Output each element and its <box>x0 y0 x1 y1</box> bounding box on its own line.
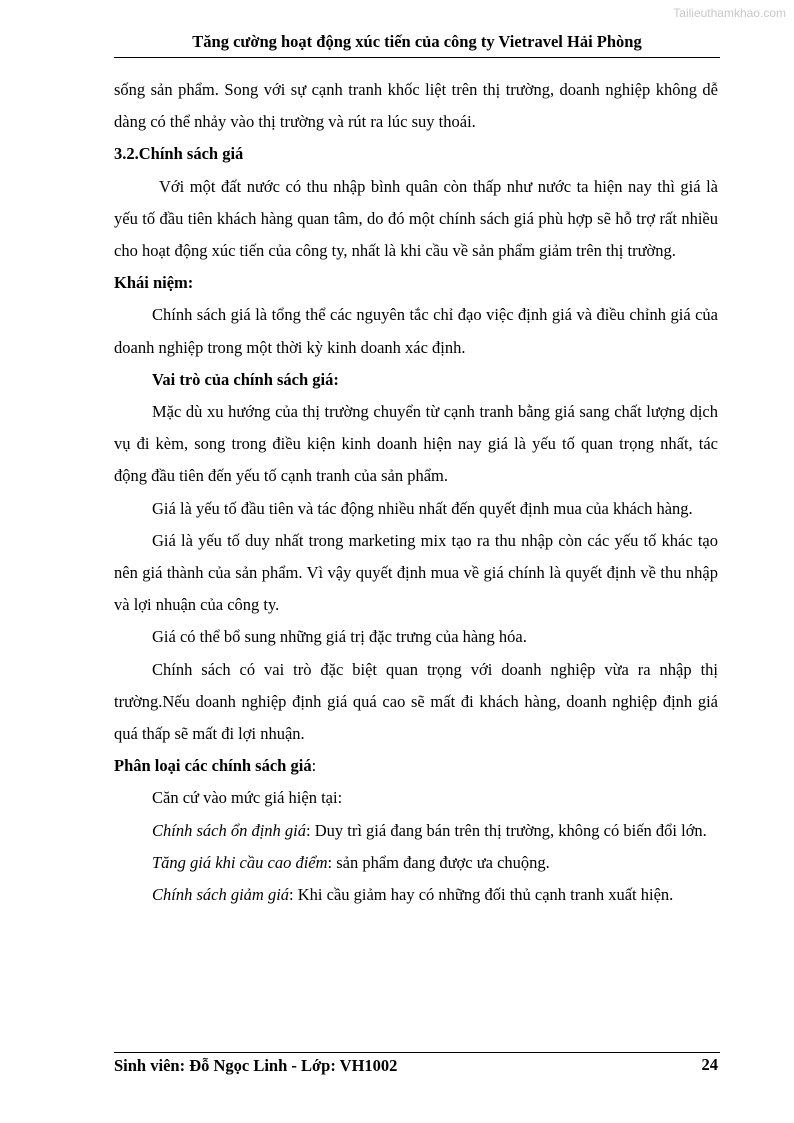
paragraph-basis: Căn cứ vào mức giá hiện tại: <box>152 788 343 808</box>
classify-heading: Phân loại các chính sách giá <box>114 756 312 776</box>
document-body <box>114 74 718 911</box>
paragraph-price-decrease <box>114 879 718 911</box>
paragraph-stable-price <box>114 815 718 847</box>
paragraph-continuation: sống sản phẩm. Song với sự cạnh tranh khốc liệt trên thị trường, doanh nghiệp không dễ dàng có thể nhảy vào thị trường và rút ra lúc suy thoái. <box>114 80 718 132</box>
paragraph-price-increase <box>114 847 718 879</box>
price-increase-term: Tăng giá khi cầu cao điểm <box>152 852 328 872</box>
price-increase-desc: : sản phẩm đang được ưa chuộng. <box>327 852 550 872</box>
role-heading: Vai trò của chính sách giá: <box>152 369 339 389</box>
paragraph-role-2: Giá là yếu tố đầu tiên và tác động nhiều nhất đến quyết định mua của khách hàng. <box>152 498 693 518</box>
concept-heading: Khái niệm: <box>114 273 194 293</box>
stable-price-term: Chính sách ổn định giá <box>152 820 307 840</box>
paragraph-role-5: Chính sách có vai trò đặc biệt quan trọng với doanh nghiệp vừa ra nhập thị trường.Nếu doanh nghiệp định giá quá cao sẽ mất đi khách hàng, doanh nghiệp định giá quá thấp sẽ mất đi lợi nhuận. <box>114 659 718 744</box>
classify-colon: : <box>311 756 317 776</box>
watermark: Tailieuthamkhao.com <box>673 6 786 20</box>
paragraph-role-1: Mặc dù xu hướng của thị trường chuyển từ cạnh tranh bằng giá sang chất lượng dịch vụ đi kèm, song trong điều kiện kinh doanh hiện nay giá là yếu tố quan trọng nhất, tác động đầu tiên đến yếu tố cạnh tranh của sản phẩm. <box>114 402 718 486</box>
paragraph-role-4: Giá có thể bổ sung những giá trị đặc trưng của hàng hóa. <box>152 627 527 647</box>
section-heading: 3.2.Chính sách giá <box>114 144 244 164</box>
page-number: 24 <box>701 1055 718 1074</box>
paragraph-role-3: Giá là yếu tố duy nhất trong marketing mix tạo ra thu nhập còn các yếu tố khác tạo nên giá thành của sản phẩm. Vì vậy quyết định mua về giá chính là quyết định về thu nhập và lợi nhuận của công ty. <box>114 530 718 615</box>
footer-student-info: Sinh viên: Đỗ Ngọc Linh - Lớp: VH1002 <box>114 1056 398 1075</box>
stable-price-desc: : Duy trì giá đang bán trên thị trường, không có biến đổi lớn. <box>306 820 707 840</box>
paragraph-concept: Chính sách giá là tổng thể các nguyên tắc chỉ đạo việc định giá và điều chỉnh giá của doanh nghiệp trong một thời kỳ kinh doanh xác định. <box>114 305 718 357</box>
page-header-title: Tăng cường hoạt động xúc tiến của công ty Vietravel Hải Phòng <box>192 32 642 51</box>
header-divider <box>114 57 720 58</box>
price-decrease-desc: : Khi cầu giảm hay có những đối thủ cạnh tranh xuất hiện. <box>289 885 674 905</box>
price-decrease-term: Chính sách giảm giá <box>152 885 290 905</box>
paragraph-intro: Với một đất nước có thu nhập bình quân còn thấp như nước ta hiện nay thì giá là yếu tố đầu tiên khách hàng quan tâm, do đó một chính sách giá phù hợp sẽ hỗ trợ rất nhiều cho hoạt động xúc tiến của công ty, nhất là khi cầu về sản phẩm giảm trên thị trường. <box>114 176 718 261</box>
classify-heading-line <box>114 750 718 782</box>
footer-divider <box>114 1052 720 1053</box>
